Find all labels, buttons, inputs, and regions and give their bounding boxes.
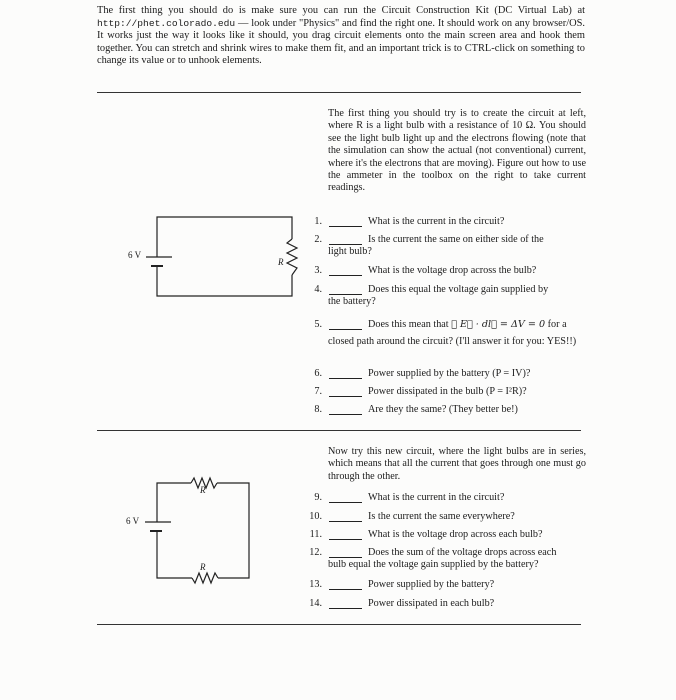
answer-blank[interactable] [329,226,362,227]
line-integral-formula: ∮ E⃗ · dl⃗ = ΔV = 0 [451,319,546,330]
answer-blank[interactable] [329,378,362,379]
question-text: Power dissipated in each bulb? [368,598,495,609]
question-number: 7. [314,386,322,397]
question-text [368,319,587,331]
question-number: 8. [314,404,322,415]
question-text-b: for a [547,319,567,330]
answer-blank[interactable] [329,557,362,558]
question-number: 12. [309,547,322,558]
circuit-1-resistor [287,239,297,275]
circuit-1-battery-label: 6 V [128,250,142,260]
answer-blank[interactable] [329,502,362,503]
answer-blank[interactable] [329,329,362,330]
part2-paragraph: Now try this new circuit, where the light bulbs are in series, which means that all the current that goes through one must go through the other. [328,446,586,482]
question-text: What is the current in the circuit? [368,492,505,503]
question-text: What is the voltage drop across each bulb? [368,529,543,540]
circuit-2-wire-right [217,483,249,578]
circuit-2-wire-bottom [157,531,192,578]
question-number: 9. [314,492,322,503]
question-number: 1. [314,216,322,227]
question-text: Does this equal the voltage gain supplied by [368,284,549,295]
question-number: 2. [314,234,322,245]
question-text: Power supplied by the battery (P = IV)? [368,368,531,379]
question-text-continued: the battery? [328,296,376,307]
question-number: 4. [314,284,322,295]
circuit-2-bottom-resistor-label: R [200,562,206,572]
divider-middle [97,430,581,431]
circuit-2-wire-left [157,483,191,516]
question-text: Power dissipated in the bulb (P = I²R)? [368,386,527,397]
answer-blank[interactable] [329,414,362,415]
circuit-2-resistor-bottom [192,573,218,583]
phet-url[interactable]: http://phet.colorado.edu [97,17,236,29]
part1-paragraph: The first thing you should try is to create the circuit at left, where R is a light bulb with a resistance of 10 Ω. You should see the light bulb light up and the electrons flowing (note that the simulation can show the actual (not conventional) current, where it's the electrons that are moving). Figure out how to use the ammeter in the toolbox on the right to take current readings. [328,108,586,194]
question-number: 13. [309,579,322,590]
question-number: 14. [309,598,322,609]
question-text: What is the voltage drop across the bulb? [368,265,537,276]
question-text: Is the current the same everywhere? [368,511,515,522]
question-text: Are they the same? (They better be!) [368,404,518,415]
circuit-1-wire [157,217,292,251]
answer-blank[interactable] [329,294,362,295]
circuit-2-battery-label: 6 V [126,516,140,526]
question-number: 5. [314,319,322,330]
intro-text-start: The first thing you should do is make sure you can run the Circuit Construction Kit (DC Virtual Lab) at [97,5,585,16]
question-text: What is the current in the circuit? [368,216,505,227]
question-text-a: Does this mean that [368,319,449,330]
question-text: Does the sum of the voltage drops across each [368,547,557,558]
answer-blank[interactable] [329,275,362,276]
answer-blank[interactable] [329,396,362,397]
question-number: 6. [314,368,322,379]
circuit-2-top-resistor-label: R [200,485,206,495]
circuit-2 [145,478,249,583]
question-text: Power supplied by the battery? [368,579,495,590]
answer-blank[interactable] [329,589,362,590]
answer-blank[interactable] [329,521,362,522]
question-number: 3. [314,265,322,276]
question-text-continued: light bulb? [328,246,372,257]
circuit-1-wire-bottom [157,267,292,296]
answer-blank[interactable] [329,608,362,609]
divider-bottom [97,624,581,625]
circuit-1 [146,217,297,296]
question-number: 10. [309,511,322,522]
intro-text-end: — look under "Physics" and find the right one. It should work on any browser/OS. It works just the way it looks like it should, you drag circuit elements onto the main screen area and hook them together. You can stretch and shrink wires to make them fit, and an important trick is to CTRL-click on something to change its value or to unhook elements. [97,17,585,67]
question-text-continued: closed path around the circuit? (I'll answer it for you: YES!!) [328,336,577,347]
question-text: Is the current the same on either side of the [368,234,544,245]
question-text-continued: bulb equal the voltage gain supplied by the battery? [328,559,539,570]
question-number: 11. [309,529,322,540]
answer-blank[interactable] [329,539,362,540]
answer-blank[interactable] [329,244,362,245]
circuit-1-resistor-label: R [278,257,284,267]
